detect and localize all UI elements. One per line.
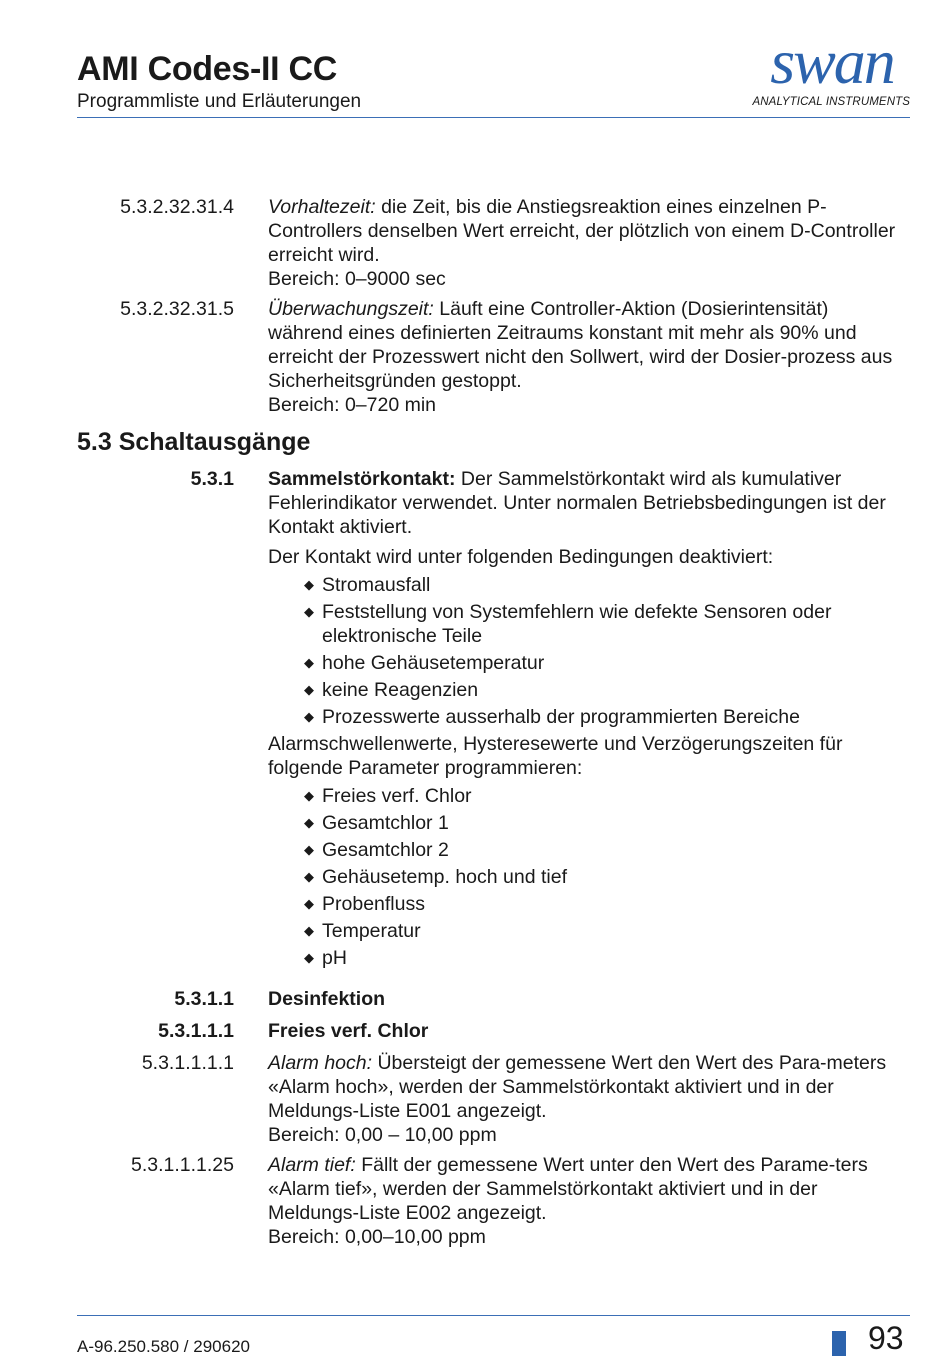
swan-logo bbox=[750, 26, 910, 114]
entry-body bbox=[268, 195, 908, 291]
paragraph: Alarmschwellenwerte, Hysteresewerte und Verzögerungszeiten für folgende Parameter programmieren: bbox=[268, 733, 843, 779]
list-item: ◆ hohe Gehäusetemperatur bbox=[304, 652, 545, 674]
header-divider bbox=[77, 117, 910, 118]
document-title: AMI Codes-II CC bbox=[77, 50, 337, 88]
list-item: ◆ Freies verf. Chlor bbox=[304, 785, 472, 807]
list-item: ◆ Gehäusetemp. hoch und tief bbox=[304, 866, 567, 888]
entry-number: 5.3.2.32.31.4 bbox=[120, 196, 234, 218]
bullet-list bbox=[0, 573, 950, 729]
section-heading: 5.3 Schaltausgänge bbox=[77, 428, 311, 456]
entry-range: Bereich: 0,00–10,00 ppm bbox=[268, 1226, 486, 1248]
entry-number: 5.3.1.1.1.1 bbox=[141, 1052, 234, 1074]
logo-tagline: ANALYTICAL INSTRUMENTS bbox=[752, 96, 910, 108]
entry-text: Übersteigt der gemessene Wert den Wert des Para-meters «Alarm hoch», werden der Sammelstörkontakt aktiviert und in der Meldungs-Liste E001 angezeigt. bbox=[268, 1052, 887, 1122]
parameter-entry bbox=[0, 1153, 950, 1249]
list-item: ◆ pH bbox=[304, 947, 347, 969]
paragraph: Der Kontakt wird unter folgenden Bedingungen deaktiviert: bbox=[268, 546, 774, 568]
list-item: ◆ Probenfluss bbox=[304, 893, 425, 915]
entry-body bbox=[268, 1153, 908, 1249]
entry-range: Bereich: 0–9000 sec bbox=[268, 268, 446, 290]
subsection-heading bbox=[0, 1019, 950, 1043]
diamond-bullet-icon: ◆ bbox=[304, 604, 314, 619]
diamond-bullet-icon: ◆ bbox=[304, 577, 314, 592]
list-item: ◆ Stromausfall bbox=[304, 574, 431, 596]
diamond-bullet-icon: ◆ bbox=[304, 788, 314, 803]
diamond-bullet-icon: ◆ bbox=[304, 923, 314, 938]
page-content bbox=[0, 195, 950, 1249]
list-item: ◆ Gesamtchlor 2 bbox=[304, 839, 449, 861]
parameter-entry bbox=[0, 195, 950, 291]
document-subtitle: Programmliste und Erläuterungen bbox=[77, 91, 362, 112]
subsection-number: 5.3.1.1.1 bbox=[158, 1020, 234, 1042]
subsection-heading bbox=[0, 987, 950, 1011]
page-number: 93 bbox=[868, 1320, 904, 1356]
entry-term: Sammelstörkontakt: bbox=[268, 468, 456, 490]
entry-text: die Zeit, bis die Anstiegsreaktion eines einzelnen P-Controllers denselben Wert erreicht, der plötzlich von einem D-Controller erreicht wird. bbox=[268, 196, 896, 266]
entry-body bbox=[268, 297, 908, 417]
subsection-entry bbox=[0, 467, 950, 539]
diamond-bullet-icon: ◆ bbox=[304, 869, 314, 884]
subsection-number: 5.3.1.1 bbox=[174, 988, 234, 1010]
diamond-bullet-icon: ◆ bbox=[304, 842, 314, 857]
list-item: ◆ Gesamtchlor 1 bbox=[304, 812, 449, 834]
logo-wordmark: swan bbox=[770, 26, 894, 97]
entry-body bbox=[268, 467, 908, 539]
subsection-number: 5.3.1 bbox=[190, 468, 234, 490]
subsection-title: Desinfektion bbox=[268, 988, 386, 1010]
parameter-entry bbox=[0, 1051, 950, 1147]
diamond-bullet-icon: ◆ bbox=[304, 655, 314, 670]
list-item: ◆ Temperatur bbox=[304, 920, 421, 942]
entry-number: 5.3.2.32.31.5 bbox=[120, 298, 234, 320]
list-item: ◆ keine Reagenzien bbox=[304, 679, 479, 701]
bullet-list bbox=[0, 784, 950, 970]
diamond-bullet-icon: ◆ bbox=[304, 815, 314, 830]
subsection-title: Freies verf. Chlor bbox=[268, 1020, 429, 1042]
diamond-bullet-icon: ◆ bbox=[304, 950, 314, 965]
document-code: A-96.250.580 / 290620 bbox=[77, 1337, 250, 1356]
footer-divider bbox=[77, 1315, 910, 1316]
entry-term: Vorhaltezeit: bbox=[268, 196, 376, 218]
entry-text: Der Sammelstörkontakt wird als kumulativer Fehlerindikator verwendet. Unter normalen Betriebsbedingungen ist der Kontakt aktiviert. bbox=[268, 468, 886, 538]
entry-term: Alarm tief: bbox=[268, 1154, 356, 1176]
list-item: ◆ Prozesswerte ausserhalb der programmierten Bereiche bbox=[304, 706, 800, 728]
entry-term: Alarm hoch: bbox=[268, 1052, 373, 1074]
entry-body bbox=[268, 1051, 908, 1147]
entry-range: Bereich: 0,00 – 10,00 ppm bbox=[268, 1124, 497, 1146]
entry-range: Bereich: 0–720 min bbox=[268, 394, 437, 416]
diamond-bullet-icon: ◆ bbox=[304, 709, 314, 724]
entry-text: Fällt der gemessene Wert unter den Wert des Parame-ters «Alarm tief», werden der Sammelstörkontakt aktiviert und in der Meldungs-Liste E002 angezeigt. bbox=[268, 1154, 868, 1224]
diamond-bullet-icon: ◆ bbox=[304, 682, 314, 697]
diamond-bullet-icon: ◆ bbox=[304, 896, 314, 911]
page-marker bbox=[832, 1331, 846, 1356]
list-item: ◆ Feststellung von Systemfehlern wie defekte Sensoren oder elektronische Teile bbox=[304, 601, 832, 647]
entry-term: Überwachungszeit: bbox=[268, 298, 434, 320]
parameter-entry bbox=[0, 297, 950, 417]
entry-text: Läuft eine Controller-Aktion (Dosierintensität) während eines definierten Zeitraums konstant mit mehr als 90% und erreicht der Prozesswert nicht den Sollwert, wird der Dosier-prozess aus Sicherheitsgründen gestoppt. bbox=[268, 298, 893, 392]
entry-number: 5.3.1.1.1.25 bbox=[130, 1154, 234, 1176]
